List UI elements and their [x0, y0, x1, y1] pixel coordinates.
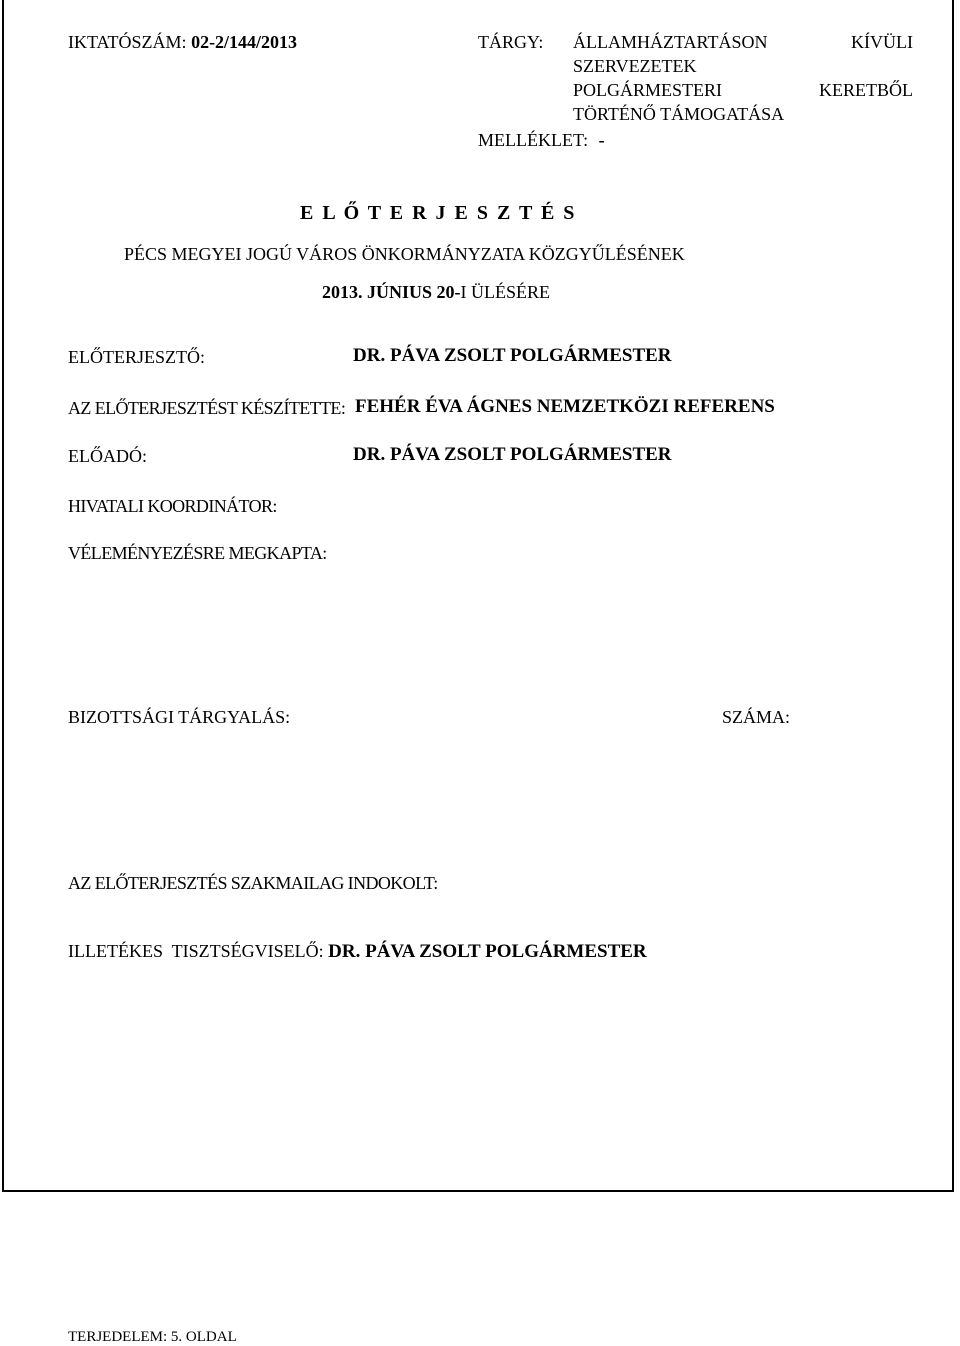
- targy-line-2: [573, 56, 913, 77]
- meeting-suffix: I ÜLÉSÉRE: [460, 282, 551, 302]
- iktatoszam-row: [68, 32, 297, 53]
- terjedelem: TERJEDELEM: 5. OLDAL: [68, 1329, 237, 1345]
- targy-word: ÁLLAMHÁZTARTÁSON: [573, 32, 768, 52]
- title-line-1: PÉCS MEGYEI JOGÚ VÁROS ÖNKORMÁNYZATA KÖZGYŰLÉSÉNEK: [124, 244, 685, 264]
- keszitette-label: AZ ELŐTERJESZTÉST KÉSZÍTETTE:: [68, 398, 346, 418]
- targy-word: POLGÁRMESTERI: [573, 80, 723, 100]
- szama-label: SZÁMA:: [722, 707, 791, 727]
- targy-line-1: [573, 32, 913, 53]
- targy-line-3: [573, 80, 913, 101]
- bizottsagi-label: BIZOTTSÁGI TÁRGYALÁS:: [68, 707, 291, 727]
- title-line-2: [322, 282, 550, 303]
- targy-label: TÁRGY:: [478, 32, 544, 52]
- document-frame: [2, 0, 954, 1192]
- melleklet-label: MELLÉKLET:: [478, 130, 589, 150]
- targy-word: KÍVÜLI: [851, 32, 913, 52]
- indokolt-label: AZ ELŐTERJESZTÉS SZAKMAILAG INDOKOLT:: [68, 873, 438, 893]
- eloado-label: ELŐADÓ:: [68, 446, 147, 466]
- targy-line-4: [573, 104, 913, 125]
- koordinator-label: HIVATALI KOORDINÁTOR:: [68, 496, 277, 516]
- illetekes-label: ILLETÉKES TISZTSÉGVISELŐ:: [68, 941, 324, 961]
- melleklet-value: -: [598, 130, 605, 150]
- illetekes-value: DR. PÁVA ZSOLT POLGÁRMESTER: [328, 941, 647, 962]
- targy-word: KERETBŐL: [819, 80, 913, 100]
- targy-word: TÖRTÉNŐ TÁMOGATÁSA: [573, 104, 785, 124]
- document-title: E L Ő T E R J E S Z T É S: [300, 202, 577, 224]
- meeting-date: 2013. JÚNIUS 20-: [322, 282, 461, 302]
- velemenyezesre-label: VÉLEMÉNYEZÉSRE MEGKAPTA:: [68, 543, 327, 563]
- eloterjeszto-value: DR. PÁVA ZSOLT POLGÁRMESTER: [353, 345, 672, 366]
- targy-word: SZERVEZETEK: [573, 56, 697, 76]
- iktatoszam-label: IKTATÓSZÁM:: [68, 32, 187, 52]
- eloterjeszto-label: ELŐTERJESZTŐ:: [68, 347, 205, 367]
- illetekes-row: [68, 941, 647, 963]
- melleklet-row: [478, 130, 605, 151]
- iktatoszam-value: 02-2/144/2013: [191, 32, 298, 52]
- eloado-value: DR. PÁVA ZSOLT POLGÁRMESTER: [353, 444, 672, 465]
- keszitette-value: FEHÉR ÉVA ÁGNES NEMZETKÖZI REFERENS: [355, 396, 775, 417]
